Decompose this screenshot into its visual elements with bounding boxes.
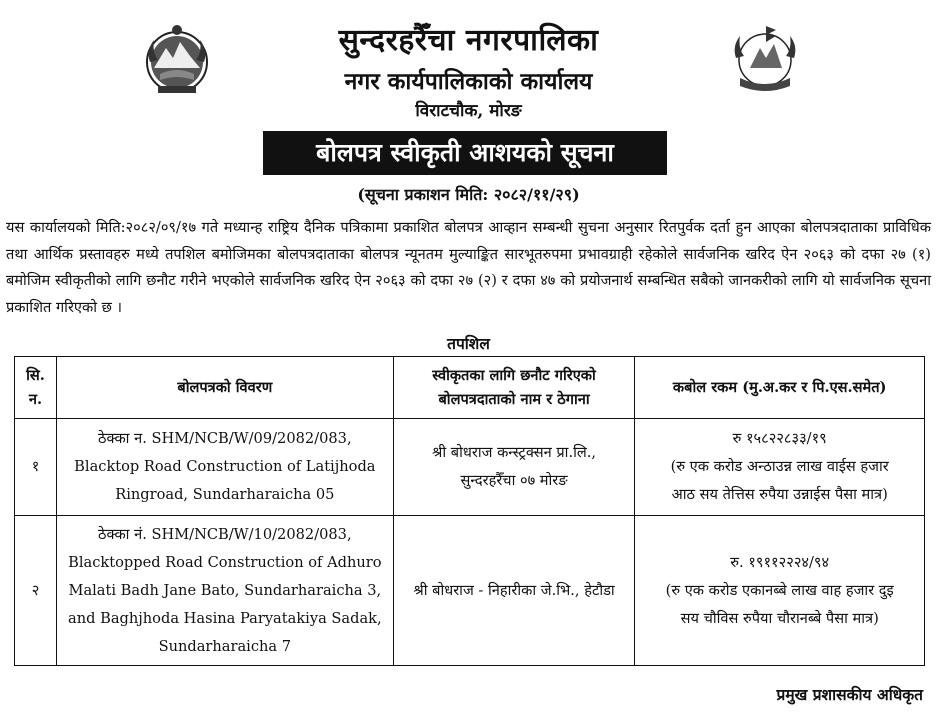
amount-words: आठ सय तेत्तिस रुपैया उन्नाईस पैसा मात्र): [671, 486, 888, 503]
publication-date: (सूचना प्रकाशन मिति: २०८२/११/२९): [357, 185, 580, 204]
table-header-row: [15, 357, 925, 419]
row-bidder: [393, 419, 635, 516]
table-row: [15, 516, 925, 666]
description-line: Malati Badh Jane Bato, Sundarharaicha 3,: [68, 581, 382, 599]
row-amount: [635, 419, 925, 516]
amount-words: सय चौविस रुपैया चौरानब्बे पैसा मात्र): [680, 609, 879, 627]
header-description: बोलपत्रको विवरण: [56, 357, 393, 419]
office-name: नगर कार्यपालिकाको कार्यालय: [344, 68, 593, 95]
amount-figure: रु १५८२२८३३/१९: [732, 430, 827, 447]
bid-table: [14, 356, 925, 666]
amount-figure: रु. १९११२२२४/९४: [730, 553, 830, 571]
header-bidder: स्वीकृतका लागि छनौट गरिएको बोलपत्रदाताको नाम र ठेगाना: [393, 357, 635, 419]
description-line: Blacktop Road Construction of Latijhoda: [74, 458, 376, 475]
description-line: Ringroad, Sundarharaicha 05: [115, 486, 335, 503]
description-line: Sundarharaicha 7: [158, 637, 292, 655]
notice-body: यस कार्यालयको मिति:२०८२/०९/१७ गते मध्यान्ह राष्ट्रिय दैनिक पत्रिकामा प्रकाशित बोलपत्र आव्हान सम्बन्धी सुचना अनुसार रितपुर्वक दर्ता हुन आएका बोलपत्रदाताका प्राविधिक तथा आर्थिक प्रस्तावहरु मध्ये तपशिल बमोजिमका बोलपत्रदाताका बोलपत्र न्यूनतम मुल्याङ्कित सारभूतरुपमा प्रभावग्राही रहेकोले सार्वजनिक खरिद ऐन २०६३ को दफा २७ (१) बमोजिम स्वीकृतीको लागि छनौट गरीने भएकोले सार्वजनिक खरिद ऐन २०६३ को दफा २७ (२) र दफा ४७ को प्रयोजनार्थ सम्बन्धित सबैको जानकरीको लागि यो सार्वजनिक सूचना प्रकाशित गरिएको छ ।: [6, 219, 931, 316]
signatory-title: प्रमुख प्रशासकीय अधिकृत: [776, 685, 923, 704]
notice-title: बोलपत्र स्वीकृती आशयको सूचना: [263, 131, 667, 175]
header-sn: सि. न.: [15, 357, 57, 419]
municipality-name: सुन्दरहरैँचा नगरपालिका: [338, 23, 599, 58]
row-sn: १: [15, 419, 57, 516]
bidder-name: श्री बोधराज कन्स्ट्रक्सन प्रा.लि.,: [432, 444, 597, 461]
amount-words: (रु एक करोड अन्ठाउन्न लाख वाईस हजार: [670, 458, 889, 475]
amount-words: (रु एक करोड एकानब्बे लाख वाह हजार दुइ: [665, 581, 894, 599]
row-amount: [635, 516, 925, 666]
bidder-name: श्री बोधराज - निहारीका जे.भि., हेटौडा: [413, 581, 615, 599]
row-sn: २: [15, 516, 57, 666]
header-amount: कबोल रकम (मु.अ.कर र पि.एस.समेत): [635, 357, 925, 419]
row-description: [56, 516, 393, 666]
row-bidder: [393, 516, 635, 666]
contract-number: ठेक्का न. SHM/NCB/W/09/2082/083,: [98, 430, 352, 447]
office-address: विराटचौक, मोरङ: [415, 101, 522, 121]
description-line: Blacktopped Road Construction of Adhuro: [68, 553, 382, 571]
bidder-address: सुन्दरहरैँचा ०७ मोरङ: [460, 472, 568, 489]
row-description: [56, 419, 393, 516]
table-row: [15, 419, 925, 516]
contract-number: ठेक्का नं. SHM/NCB/W/10/2082/083,: [98, 525, 352, 543]
schedule-label: तपशिल: [447, 334, 490, 353]
description-line: and Baghjhoda Hasina Paryatakiya Sadak,: [68, 609, 382, 627]
